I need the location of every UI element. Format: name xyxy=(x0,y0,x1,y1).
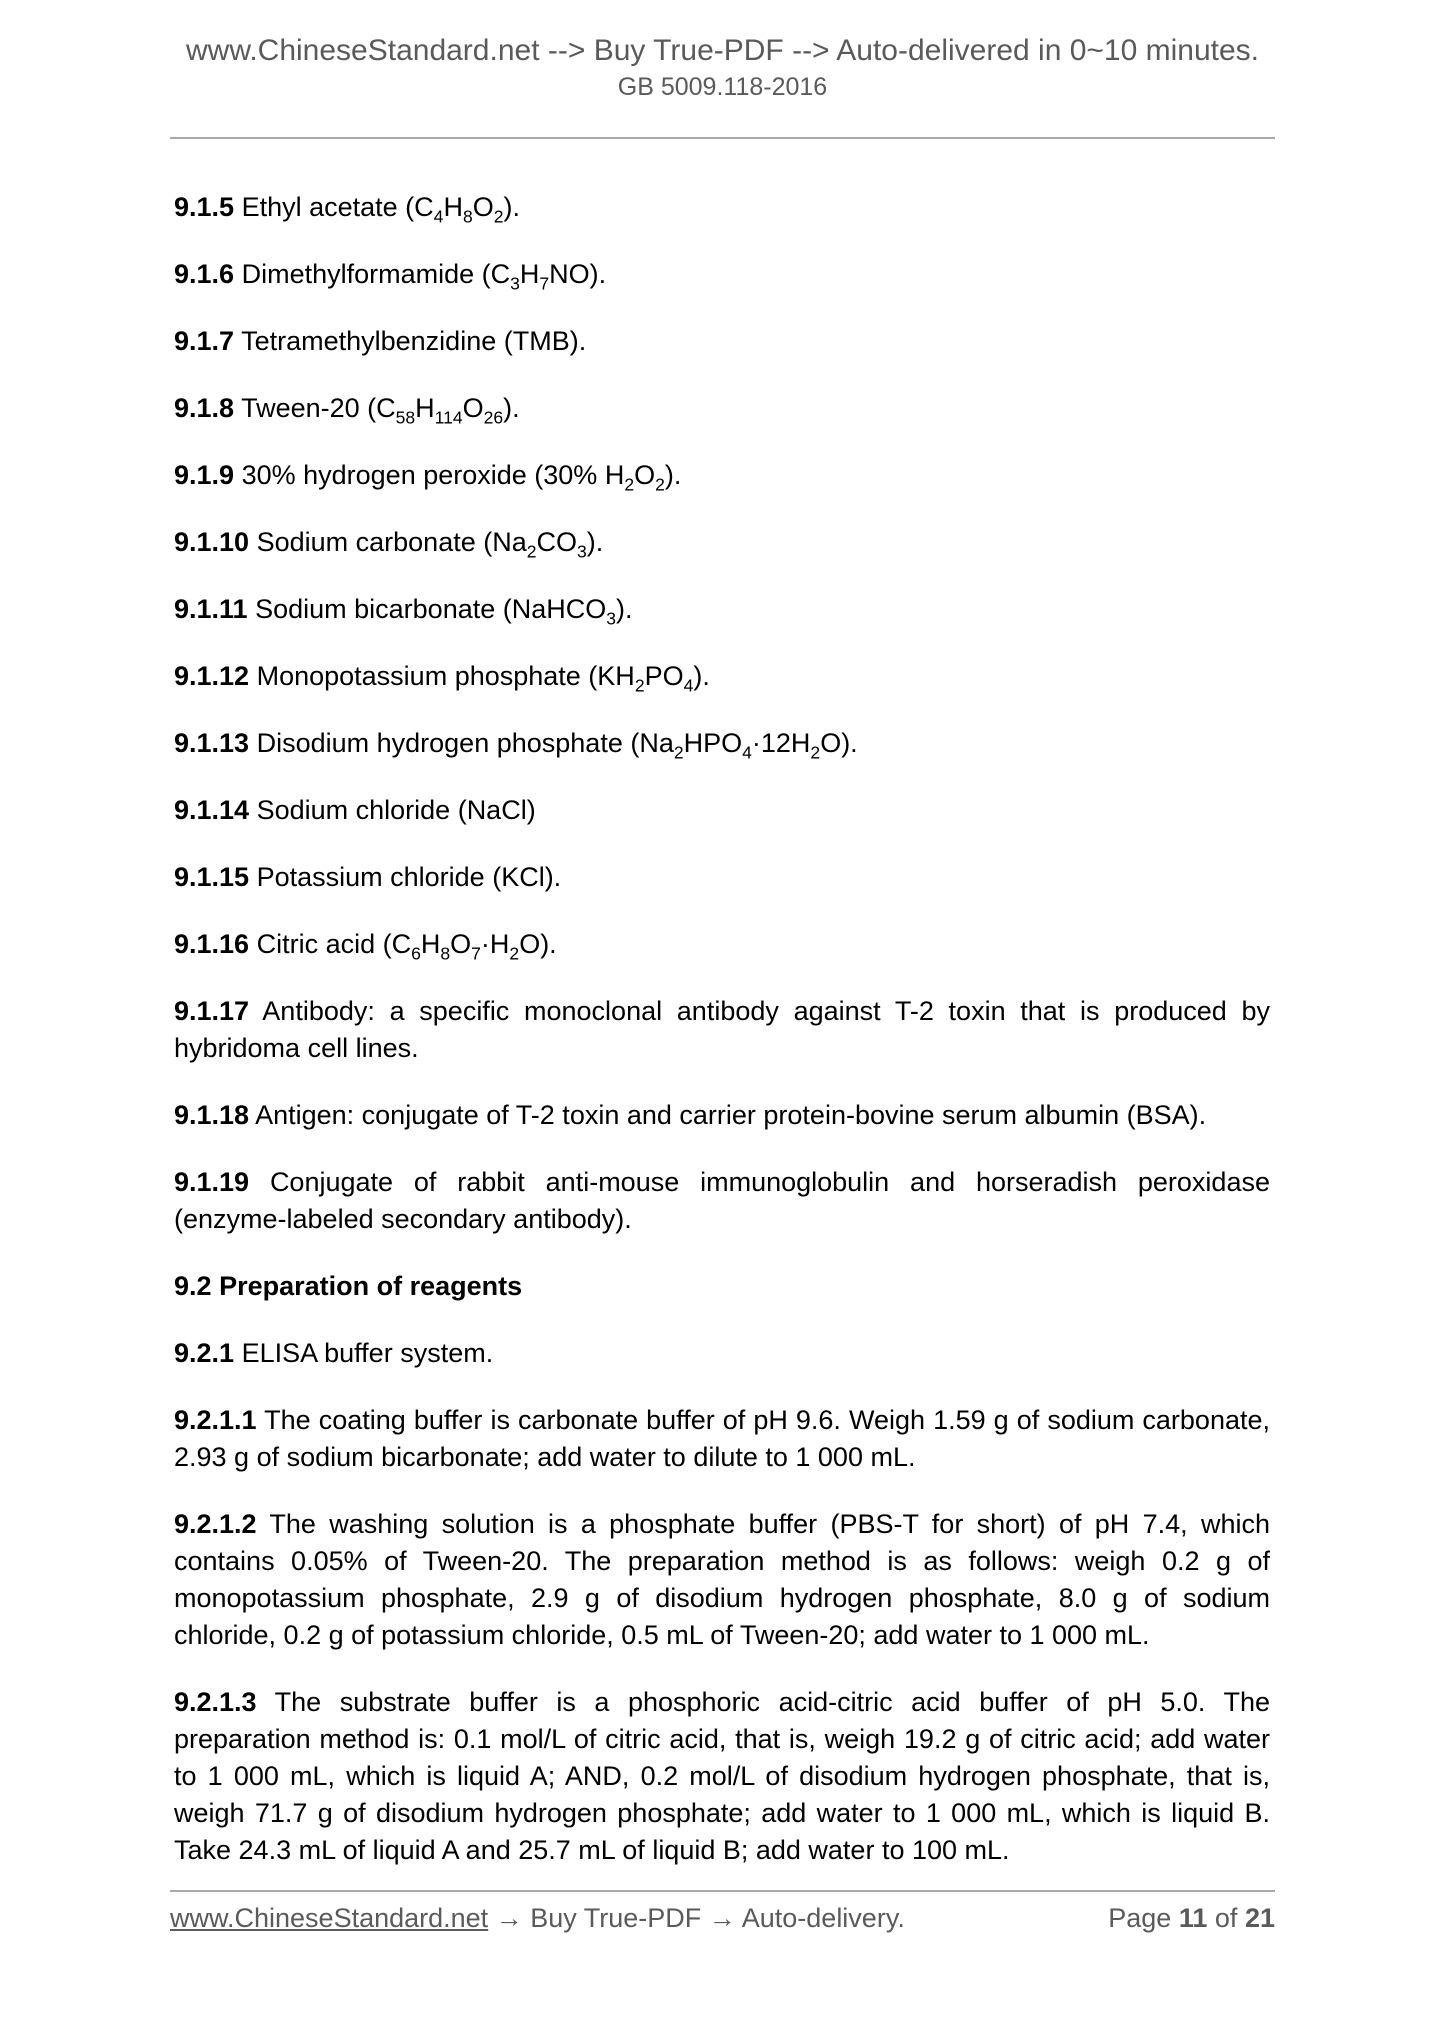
paragraph-9.2.1.1: 9.2.1.1 The coating buffer is carbonate buffer of pH 9.6. Weigh 1.59 g of sodium carbonate, 2.93 g of sodium bicarbonate; add water to dilute to 1 000 mL. xyxy=(174,1405,1271,1472)
paragraph-9.2: 9.2 Preparation of reagents xyxy=(174,1271,523,1301)
paragraph-9.1.13: 9.1.13 Disodium hydrogen phosphate $(Na_2HPO_4\cdot 12H_2O)$. xyxy=(174,728,858,763)
section-number: 9.1.16 xyxy=(174,929,250,959)
section-number: 9.2.1.3 xyxy=(174,1687,257,1717)
page-current: 11 xyxy=(1178,1903,1208,1933)
chemical-subscript: 2 xyxy=(810,742,821,763)
header-banner: www.ChineseStandard.net --> Buy True-PDF --> Auto-delivered in 0~10 minutes. xyxy=(185,34,1260,67)
page-header xyxy=(0,0,1445,101)
section-number: 9.1.18 xyxy=(174,1100,250,1130)
chemical-subscript: 7 xyxy=(471,943,481,964)
section-number: 9.1.13 xyxy=(174,728,250,758)
chemical-subscript: 2 xyxy=(526,541,537,562)
chemical-subscript: 3 xyxy=(510,273,520,294)
paragraph-9.2.1.3: 9.2.1.3 The substrate buffer is a phosphoric acid-citric acid buffer of pH 5.0. The preparation method is: 0.1 mol/L of citric acid, that is, weigh 19.2 g of citric acid; add water to 1 000 mL, which is liquid A; AND, 0.2 mol/L of disodium hydrogen phosphate, that is, weigh 71.7 g of disodium hydrogen phosphate; add water to 1 000 mL, which is liquid B. Take 24.3 mL of liquid A and 25.7 mL of liquid B; add water to 100 mL. xyxy=(174,1687,1271,1865)
paragraph-9.1.14: 9.1.14 Sodium chloride (NaCl) xyxy=(174,795,536,825)
page-indicator xyxy=(1108,1901,1275,1935)
section-number: 9.1.12 xyxy=(174,661,250,691)
chemical-subscript: 3 xyxy=(577,541,587,562)
section-number: 9.2.1.1 xyxy=(174,1405,257,1435)
chemical-subscript: 2 xyxy=(634,675,645,696)
content xyxy=(174,189,1270,1869)
chemical-subscript: 4 xyxy=(742,742,752,763)
chemical-subscript: 6 xyxy=(411,943,421,964)
chemical-subscript: 2 xyxy=(655,474,665,495)
section-number: 9.1.6 xyxy=(174,259,235,289)
paragraph-9.2.1.2: 9.2.1.2 The washing solution is a phosphate buffer (PBS-T for short) of pH 7.4, which contains 0.05% of Tween-20. The preparation method is as follows: weigh 0.2 g of monopotassium phosphate, 2.9 g of disodium hydrogen phosphate, 8.0 g of sodium chloride, 0.2 g of potassium chloride, 0.5 mL of Tween-20; add water to 1 000 mL. xyxy=(174,1509,1271,1650)
chemical-subscript: 2 xyxy=(509,943,520,964)
chemical-subscript: 26 xyxy=(483,407,504,428)
paragraph-9.1.18: 9.1.18 Antigen: conjugate of T-2 toxin and carrier protein-bovine serum albumin (BSA). xyxy=(174,1100,1207,1130)
section-number: 9.2.1 xyxy=(174,1338,235,1368)
section-number: 9.1.15 xyxy=(174,862,250,892)
paragraph-9.1.11: 9.1.11 Sodium bicarbonate (NaHCO$_3$). xyxy=(174,594,633,629)
chemical-subscript: 7 xyxy=(539,273,550,294)
chemical-subscript: 2 xyxy=(673,742,684,763)
page-footer xyxy=(170,1890,1275,1935)
paragraph-9.1.19: 9.1.19 Conjugate of rabbit anti-mouse immunoglobulin and horseradish peroxidase (enzyme-labeled secondary antibody). xyxy=(174,1167,1270,1234)
paragraph-9.1.17: 9.1.17 Antibody: a specific monoclonal antibody against T-2 toxin that is produced by hybridoma cell lines. xyxy=(174,996,1271,1063)
chemical-subscript: 58 xyxy=(395,407,416,428)
chemical-subscript: 8 xyxy=(462,206,473,227)
chemical-subscript: 4 xyxy=(433,206,444,227)
paragraph-9.2.1: 9.2.1 ELISA buffer system. xyxy=(174,1338,494,1368)
paragraph-9.1.16: 9.1.16 Citric acid $(C_6H_8O_7\cdot H_2O)$. xyxy=(174,929,557,964)
paragraph-9.1.8: 9.1.8 Tween-20 $(C_{58}H_{114}O_{26})$. xyxy=(174,393,520,428)
page-label: Page xyxy=(1108,1903,1172,1933)
chemical-subscript: 4 xyxy=(683,675,694,696)
chemical-subscript: 114 xyxy=(434,407,463,428)
paragraph-9.1.9: 9.1.9 30% hydrogen peroxide (30% $H_2O_2$). xyxy=(174,460,682,495)
section-number: 9.2 xyxy=(174,1271,212,1301)
section-number: 9.1.7 xyxy=(174,326,235,356)
chemical-subscript: 3 xyxy=(606,608,617,629)
section-number: 9.1.17 xyxy=(174,996,250,1026)
paragraph-9.1.7: 9.1.7 Tetramethylbenzidine (TMB). xyxy=(174,326,587,356)
paragraph-9.1.12: 9.1.12 Monopotassium phosphate $(KH_2PO_4)$. xyxy=(174,661,710,696)
chemical-subscript: 8 xyxy=(440,943,451,964)
section-number: 9.1.8 xyxy=(174,393,235,423)
page-total: 21 xyxy=(1244,1903,1275,1933)
section-number: 9.1.11 xyxy=(174,594,248,624)
footer-left-rest: → Buy True-PDF → Auto-delivery. xyxy=(488,1903,905,1933)
chemical-subscript: 2 xyxy=(493,206,504,227)
header-divider xyxy=(170,137,1275,139)
footer-site-link[interactable]: www.ChineseStandard.net xyxy=(170,1903,489,1933)
section-number: 9.1.10 xyxy=(174,527,250,557)
chemical-subscript: 2 xyxy=(624,474,635,495)
section-number: 9.2.1.2 xyxy=(174,1509,257,1539)
section-number: 9.1.19 xyxy=(174,1167,250,1197)
paragraph-9.1.5: 9.1.5 Ethyl acetate $(C_4H_8O_2)$. xyxy=(174,192,520,227)
section-number: 9.1.5 xyxy=(174,192,235,222)
paragraph-9.1.15: 9.1.15 Potassium chloride (KCl). xyxy=(174,862,562,892)
footer-left xyxy=(170,1901,905,1935)
section-number: 9.1.9 xyxy=(174,460,235,490)
section-number: 9.1.14 xyxy=(174,795,250,825)
standard-number: GB 5009.118-2016 xyxy=(617,73,828,101)
of-label: of xyxy=(1214,1903,1238,1933)
paragraph-9.1.10: 9.1.10 Sodium carbonate $(Na_2CO_3)$. xyxy=(174,527,604,562)
paragraph-9.1.6: 9.1.6 Dimethylformamide $(C_3H_7NO)$. xyxy=(174,259,607,294)
